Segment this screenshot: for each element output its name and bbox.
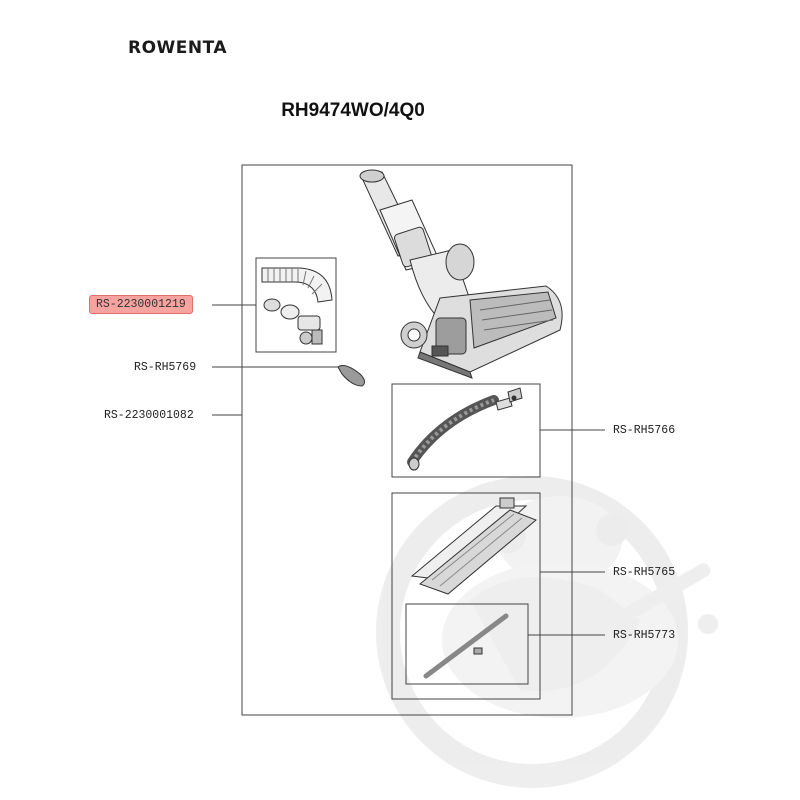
ref-clip[interactable]: RS-RH5769 bbox=[134, 361, 197, 374]
ref-nozzle[interactable]: RS-2230001082 bbox=[104, 409, 194, 422]
clip-illustration bbox=[338, 366, 365, 386]
nozzle-illustration bbox=[360, 170, 562, 378]
ref-axle[interactable]: RS-RH5773 bbox=[613, 629, 676, 642]
brand-logo: ROWENTA bbox=[128, 38, 228, 58]
ref-sole[interactable]: RS-RH5765 bbox=[613, 566, 676, 579]
ref-brush[interactable]: RS-RH5766 bbox=[613, 424, 676, 437]
model-title: RH9474WO/4Q0 bbox=[281, 100, 425, 121]
hose-illustration bbox=[262, 268, 332, 344]
ref-kit-hose[interactable]: RS-2230001219 bbox=[89, 295, 193, 314]
brush-illustration bbox=[409, 388, 522, 470]
